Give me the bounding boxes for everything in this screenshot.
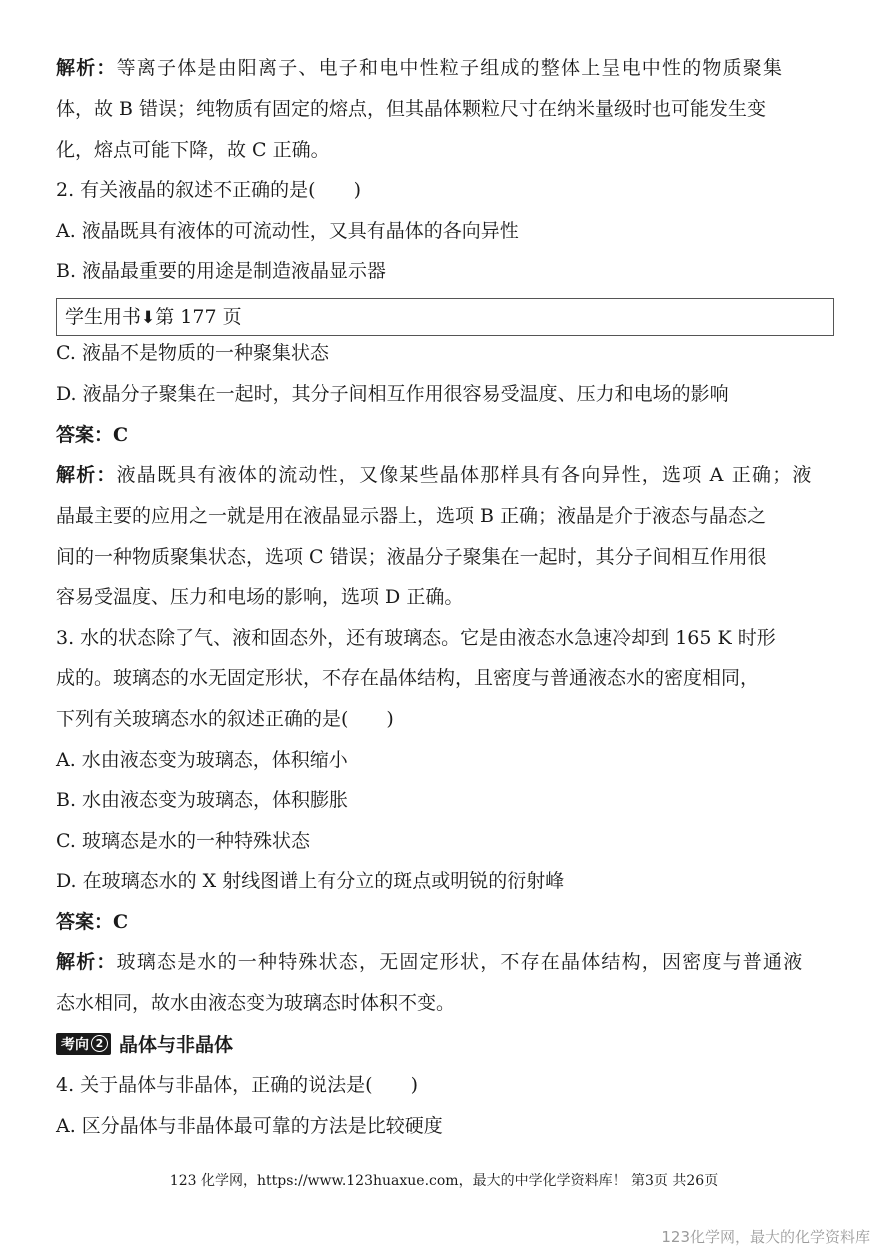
text-line [56,176,361,204]
text-line [56,543,767,571]
line-text: 体，故 B 错误；纯物质有固定的熔点，但其晶体颗粒尺寸在纳米量级时也可能发生变 [56,98,767,120]
text-line [56,867,564,895]
line-text: 间的一种物质聚集状态，选项 C 错误；液晶分子聚集在一起时，其分子间相互作用很 [56,546,767,568]
line-label: 答案：C [56,424,129,446]
text-line [56,989,455,1017]
text-line [56,624,776,652]
line-label: 解析： [56,57,117,79]
line-text: 等离子体是由阳离子、电子和电中性粒子组成的整体上呈电中性的物质聚集 [116,57,784,79]
box-page-number: 第 177 页 [155,306,242,328]
text-line [56,257,386,285]
line-text: D. 在玻璃态水的 X 射线图谱上有分立的斑点或明锐的衍射峰 [56,870,565,892]
text-line [56,380,729,408]
line-label: 解析： [56,951,117,973]
line-text: A. 液晶既具有液体的可流动性，又具有晶体的各向异性 [56,220,519,242]
line-text: 2. 有关液晶的叙述不正确的是( ) [56,179,361,201]
text-line [56,136,330,164]
section-tag [56,1033,111,1055]
line-text: B. 水由液态变为玻璃态，体积膨胀 [56,789,349,811]
section-tag-label: 考向 [61,1036,89,1053]
page-footer: 123 化学网，https://www.123huaxue.com，最大的中学化学资料库！ 第3页 共26页 [169,1173,719,1189]
text-line [56,421,128,449]
down-arrow-icon: ⬇ [141,308,156,328]
text-line [56,746,348,774]
text-line [56,54,783,82]
line-text: 下列有关玻璃态水的叙述正确的是( ) [56,708,394,730]
line-label: 答案：C [56,911,129,933]
text-line [56,583,463,611]
line-text: 态水相同，故水由液态变为玻璃态时体积不变。 [56,992,456,1014]
line-text: 玻璃态是水的一种特殊状态，无固定形状，不存在晶体结构，因密度与普通液 [116,951,804,973]
watermark-text: 123化学网，最大的化学资料库 [661,1228,870,1246]
line-text: 液晶既具有液体的流动性，又像某些晶体那样具有各向异性，选项 A 正确；液 [116,464,813,486]
text-line [56,1112,443,1140]
text-line [56,339,329,367]
line-text: A. 区分晶体与非晶体最可靠的方法是比较硬度 [56,1115,443,1137]
text-line [56,827,310,855]
text-line [56,1071,418,1099]
line-text: 4. 关于晶体与非晶体，正确的说法是( ) [56,1074,418,1096]
line-label: 解析： [56,464,117,486]
line-text: 晶最主要的应用之一就是用在液晶显示器上，选项 B 正确；液晶是介于液态与晶态之 [56,505,767,527]
line-text: D. 液晶分子聚集在一起时，其分子间相互作用很容易受温度、压力和电场的影响 [56,383,729,405]
text-line [56,502,766,530]
line-text: 成的。玻璃态的水无固定形状，不存在晶体结构，且密度与普通液态水的密度相同， [56,667,760,689]
line-text: 容易受温度、压力和电场的影响，选项 D 正确。 [56,586,464,608]
text-line [56,948,803,976]
text-line [56,705,394,733]
box-label: 学生用书 [65,306,142,328]
line-text: A. 水由液态变为玻璃态，体积缩小 [56,749,348,771]
text-line [56,664,759,692]
line-text: B. 液晶最重要的用途是制造液晶显示器 [56,260,387,282]
section-heading [56,1030,233,1057]
text-line [56,786,348,814]
section-tag-number: 2 [91,1035,108,1052]
text-line [56,217,519,245]
line-text: 3. 水的状态除了气、液和固态外，还有玻璃态。它是由液态水急速冷却到 165 K 时形 [56,627,776,649]
line-text: C. 液晶不是物质的一种聚集状态 [56,342,329,364]
line-text: 化，熔点可能下降，故 C 正确。 [56,139,330,161]
text-line [56,461,813,489]
text-line [56,908,128,936]
section-title: 晶体与非晶体 [119,1034,234,1056]
text-line [56,95,766,123]
line-text: C. 玻璃态是水的一种特殊状态 [56,830,310,852]
textbook-page-reference-box [56,298,834,336]
